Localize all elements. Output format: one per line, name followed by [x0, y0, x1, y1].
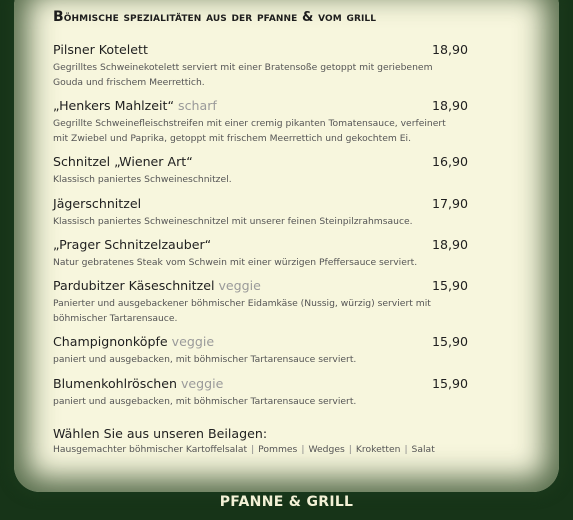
sides-list [53, 444, 435, 455]
item-price: 18,90 [431, 98, 468, 113]
separator: | [301, 444, 305, 455]
item-name: Jägerschnitzel [53, 196, 142, 211]
item-tag: veggie [218, 278, 261, 293]
side-option: Kroketten [355, 444, 401, 455]
side-option: Wedges [308, 444, 345, 455]
footer-title: PFANNE & GRILL [219, 494, 354, 510]
menu-item [53, 196, 468, 229]
item-price: 15,90 [431, 376, 468, 391]
item-description: paniert und ausgebacken, mit böhmischer Tartarensauce serviert. [53, 396, 357, 407]
sides-title: Wählen Sie aus unseren Beilagen: [53, 426, 268, 441]
item-description: Klassisch paniertes Schweineschnitzel mit unserer feinen Steinpilzrahmsauce. [53, 216, 413, 227]
item-name: Pardubitzer Käseschnitzel [53, 278, 215, 293]
menu-item [53, 237, 468, 270]
item-price: 17,90 [431, 196, 468, 211]
item-price: 18,90 [431, 237, 468, 252]
item-price: 16,90 [431, 154, 468, 169]
item-description: Gegrillte Schweinefleischstreifen mit einer cremig pikanten Tomatensauce, verfeinert mit Zwiebel und Paprika, getoppt mit frischem Meerrettich und gekochtem Ei. [53, 118, 446, 144]
item-tag: scharf [178, 98, 217, 113]
side-option: Hausgemachter böhmischer Kartoffelsalat [53, 444, 248, 455]
menu-item [53, 42, 468, 90]
separator: | [348, 444, 352, 455]
item-description: Gegrilltes Schweinekotelett serviert mit einer Bratensoße getoppt mit geriebenem Gouda und frischem Meerrettich. [53, 62, 433, 88]
item-name: Blumenkohlröschen [53, 376, 177, 391]
item-price: 18,90 [431, 42, 468, 57]
section-title-rest: öhmische spezialitäten aus der pfanne & vom grill [63, 10, 377, 25]
menu-item [53, 278, 468, 326]
item-name: Champignonköpfe [53, 334, 168, 349]
item-description: Klassisch paniertes Schweineschnitzel. [53, 174, 232, 185]
separator: | [251, 444, 255, 455]
section-title [53, 9, 376, 25]
menu-item [53, 154, 468, 187]
separator: | [404, 444, 408, 455]
item-description: Panierter und ausgebackener böhmischer Eidamkäse (Nussig, würzig) serviert mit böhmischer Tartarensauce. [53, 298, 431, 324]
item-tag: veggie [171, 334, 215, 349]
menu-item [53, 334, 468, 367]
item-name: Pilsner Kotelett [53, 42, 148, 57]
side-option: Salat [411, 444, 435, 455]
menu-item [53, 98, 468, 146]
item-description: paniert und ausgebacken, mit böhmischer Tartarensauce serviert. [53, 354, 357, 365]
item-description: Natur gebratenes Steak vom Schwein mit einer würzigen Pfeffersauce serviert. [53, 257, 418, 268]
item-name: „Henkers Mahlzeit“ [53, 98, 174, 113]
item-name: „Prager Schnitzelzauber“ [53, 237, 212, 252]
item-price: 15,90 [431, 278, 468, 293]
side-option: Pommes [258, 444, 298, 455]
section-title-initial: B [53, 9, 64, 25]
item-price: 15,90 [431, 334, 468, 349]
item-name: Schnitzel „Wiener Art“ [53, 154, 193, 169]
menu-item [53, 376, 468, 409]
item-tag: veggie [180, 376, 224, 391]
